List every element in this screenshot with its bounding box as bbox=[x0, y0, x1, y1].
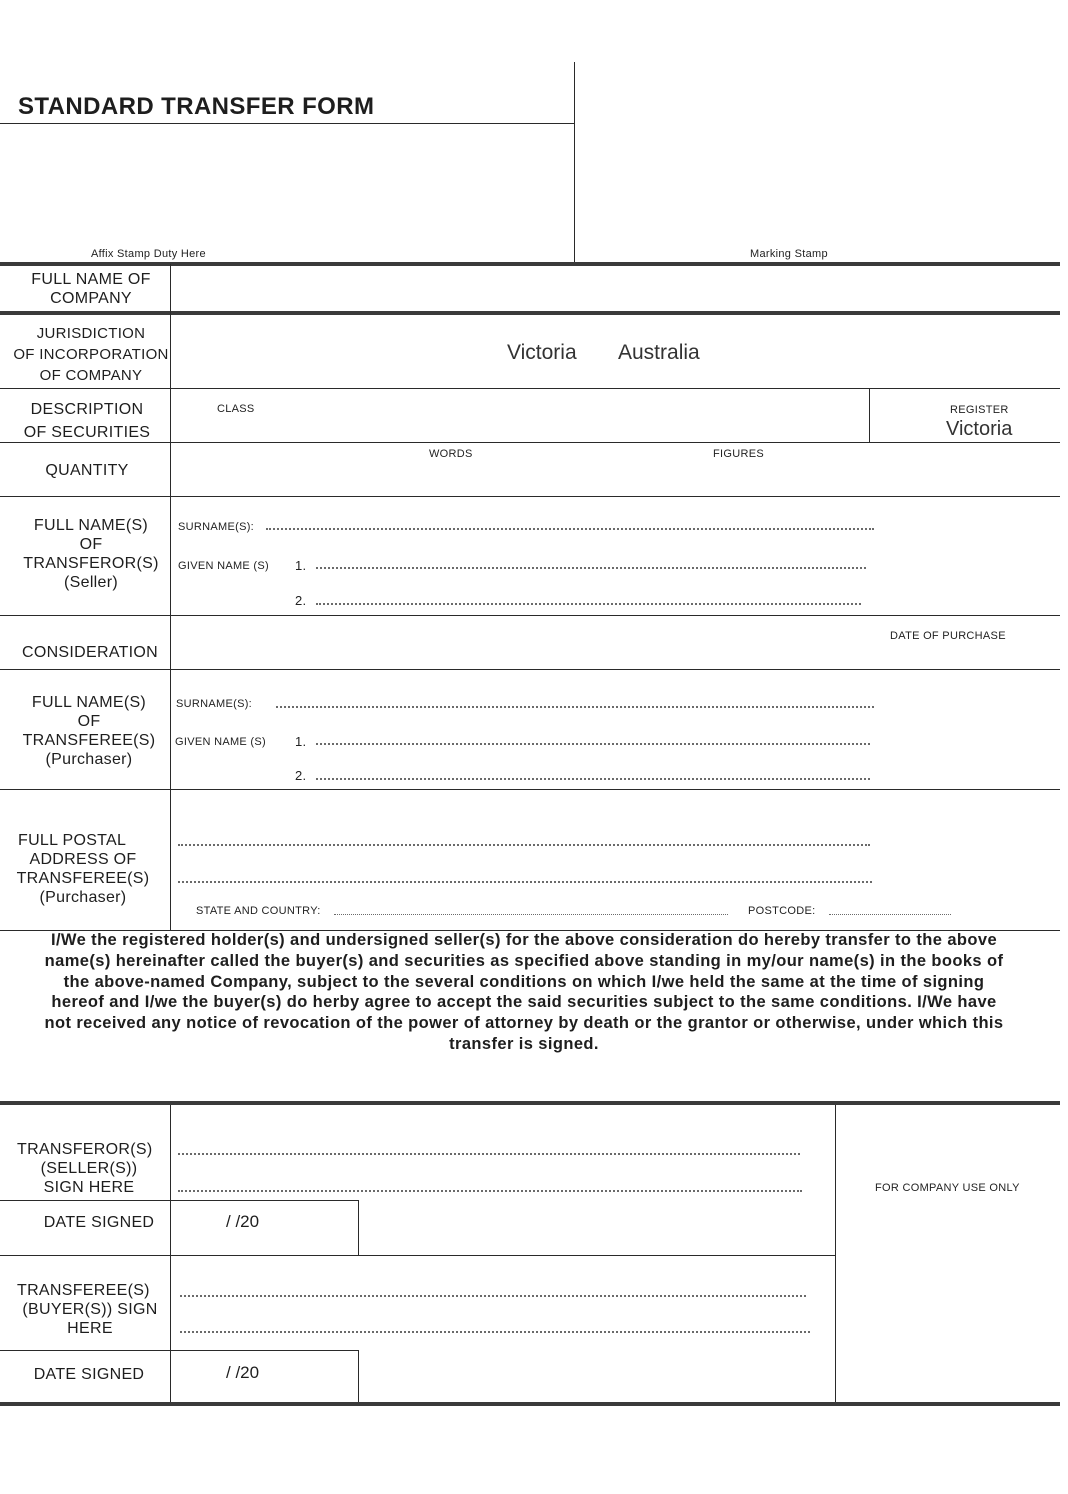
transferee-given-1-number: 1. bbox=[295, 734, 307, 749]
transferee-surname-field[interactable] bbox=[276, 706, 874, 708]
buyer-sign-label-line: HERE bbox=[67, 1320, 113, 1337]
figures-label: FIGURES bbox=[713, 448, 764, 460]
description-label bbox=[14, 398, 160, 444]
buyer-signature-line-1[interactable] bbox=[180, 1295, 806, 1297]
quantity-words-field[interactable] bbox=[175, 462, 695, 492]
transferee-label-line: FULL NAME(S) bbox=[31, 694, 147, 711]
transferor-given-2-number: 2. bbox=[295, 593, 307, 608]
class-label: CLASS bbox=[217, 403, 255, 415]
company-name-field[interactable] bbox=[172, 267, 1057, 310]
register-label: REGISTER bbox=[950, 404, 1009, 416]
quantity-figures-field[interactable] bbox=[700, 462, 1055, 492]
address-line-1-field[interactable] bbox=[178, 844, 870, 846]
state-country-field[interactable] bbox=[334, 914, 728, 915]
register-divider bbox=[869, 388, 870, 442]
address-line-2-field[interactable] bbox=[178, 881, 872, 883]
declaration-text: I/We the registered holder(s) and undersigned seller(s) for the above consideration do hereby transfer to the above name(s) hereinafter called the buyer(s) and securities as specified above standing in my/our name(s) in the books of the above-named Company, subject to the several conditions on which I/we held the same at the time of signing hereof and I/we the buyer(s) do herby agree to accept the said securities subject to the same conditions. I/We have not received any notice of revocation of the power of attorney by death or the grantor or otherwise, under which this transfer is signed. bbox=[44, 931, 1004, 1053]
transferor-label bbox=[12, 516, 170, 592]
transferor-label-line: TRANSFEROR(S) bbox=[23, 555, 159, 572]
rule-jurisdiction bbox=[0, 388, 1060, 389]
address-label-line: (Purchaser) bbox=[39, 889, 127, 906]
transferee-label-line: TRANSFEREE(S) bbox=[22, 732, 156, 749]
transferor-given-1-number: 1. bbox=[295, 558, 307, 573]
transferor-given-label: GIVEN NAME (S) bbox=[178, 560, 269, 572]
transferee-given-2-number: 2. bbox=[295, 768, 307, 783]
transferor-label-line: (Seller) bbox=[64, 574, 118, 591]
jurisdiction-label-line: JURISDICTION bbox=[36, 325, 146, 342]
jurisdiction-country-value[interactable]: Australia bbox=[618, 341, 700, 364]
jurisdiction-label-line: OF COMPANY bbox=[39, 367, 143, 384]
rule-seller-sign bbox=[0, 1200, 358, 1201]
consideration-label: CONSIDERATION bbox=[21, 644, 159, 661]
transferor-label-line: FULL NAME(S) bbox=[33, 517, 149, 534]
marking-stamp-label: Marking Stamp bbox=[750, 248, 828, 260]
state-country-label: STATE AND COUNTRY: bbox=[196, 905, 321, 917]
address-label-line: FULL POSTAL bbox=[18, 832, 127, 849]
jurisdiction-state-value[interactable]: Victoria bbox=[507, 341, 577, 364]
buyer-date-field[interactable]: / /20 bbox=[226, 1363, 260, 1382]
buyer-date-box-edge bbox=[358, 1350, 359, 1402]
postcode-field[interactable] bbox=[829, 914, 951, 915]
seller-signature-line-1[interactable] bbox=[178, 1153, 800, 1155]
company-label: FULL NAME OF COMPANY bbox=[31, 271, 151, 307]
transferor-given-1-field[interactable] bbox=[316, 567, 866, 569]
transferor-surname-label: SURNAME(S): bbox=[178, 521, 255, 533]
seller-sign-label bbox=[10, 1140, 168, 1197]
stamp-duty-box[interactable] bbox=[0, 124, 574, 262]
rule-buyer-sign bbox=[0, 1350, 358, 1351]
transferor-label-line: OF bbox=[79, 536, 103, 553]
transferee-given-label: GIVEN NAME (S) bbox=[175, 736, 266, 748]
buyer-sign-label bbox=[10, 1281, 170, 1338]
quantity-label: QUANTITY bbox=[45, 462, 129, 479]
address-label-line: ADDRESS OF bbox=[29, 851, 137, 868]
transferee-given-1-field[interactable] bbox=[316, 743, 870, 745]
company-use-divider bbox=[835, 1105, 836, 1402]
marking-stamp-box[interactable] bbox=[575, 62, 1065, 262]
buyer-date-label: DATE SIGNED bbox=[33, 1366, 145, 1383]
transferee-label-line: OF bbox=[77, 713, 101, 730]
rule-company bbox=[0, 311, 1060, 315]
seller-sign-label-line: SIGN HERE bbox=[43, 1179, 135, 1196]
buyer-sign-label-line: (BUYER(S)) SIGN bbox=[22, 1301, 158, 1318]
transferee-label bbox=[10, 693, 168, 769]
seller-sign-label-line: TRANSFEROR(S) bbox=[17, 1141, 153, 1158]
jurisdiction-label bbox=[10, 323, 172, 386]
date-of-purchase-label: DATE OF PURCHASE bbox=[890, 630, 1006, 642]
form-title: STANDARD TRANSFER FORM bbox=[18, 93, 375, 120]
transferor-surname-field[interactable] bbox=[266, 528, 874, 530]
words-label: WORDS bbox=[429, 448, 473, 460]
rule-signatures-top bbox=[0, 1101, 1060, 1105]
seller-sign-label-line: (SELLER(S)) bbox=[40, 1160, 138, 1177]
rule-consideration bbox=[0, 669, 1060, 670]
description-label-line: DESCRIPTION bbox=[30, 401, 144, 418]
seller-date-field[interactable]: / /20 bbox=[226, 1212, 260, 1231]
rule-quantity bbox=[0, 496, 1060, 497]
transferee-given-2-field[interactable] bbox=[316, 778, 870, 780]
consideration-field[interactable] bbox=[175, 620, 875, 665]
register-value[interactable]: Victoria bbox=[946, 418, 1013, 440]
transferee-label-line: (Purchaser) bbox=[45, 751, 133, 768]
rule-top bbox=[0, 262, 1060, 266]
buyer-signature-line-2[interactable] bbox=[180, 1331, 810, 1333]
seller-date-label: DATE SIGNED bbox=[43, 1214, 155, 1231]
seller-date-box-edge bbox=[358, 1200, 359, 1255]
rule-signatures-bottom bbox=[0, 1402, 1060, 1406]
rule-transferee bbox=[0, 789, 1060, 790]
address-label bbox=[8, 831, 158, 907]
buyer-sign-label-line: TRANSFEREE(S) bbox=[17, 1282, 150, 1299]
stamp-duty-label: Affix Stamp Duty Here bbox=[91, 248, 206, 260]
description-label-line: OF SECURITIES bbox=[23, 424, 151, 441]
company-use-box[interactable] bbox=[837, 1106, 1059, 1401]
company-use-label: FOR COMPANY USE ONLY bbox=[875, 1182, 1020, 1194]
seller-signature-line-2[interactable] bbox=[178, 1190, 802, 1192]
rule-transferor bbox=[0, 615, 1060, 616]
class-field[interactable] bbox=[260, 392, 860, 438]
jurisdiction-label-line: OF INCORPORATION bbox=[13, 346, 169, 363]
rule-seller-date bbox=[0, 1255, 836, 1256]
address-label-line: TRANSFEREE(S) bbox=[16, 870, 150, 887]
postcode-label: POSTCODE: bbox=[748, 905, 816, 917]
signature-label-divider bbox=[170, 1105, 171, 1402]
transferee-surname-label: SURNAME(S): bbox=[176, 698, 253, 710]
transferor-given-2-field[interactable] bbox=[316, 603, 861, 605]
